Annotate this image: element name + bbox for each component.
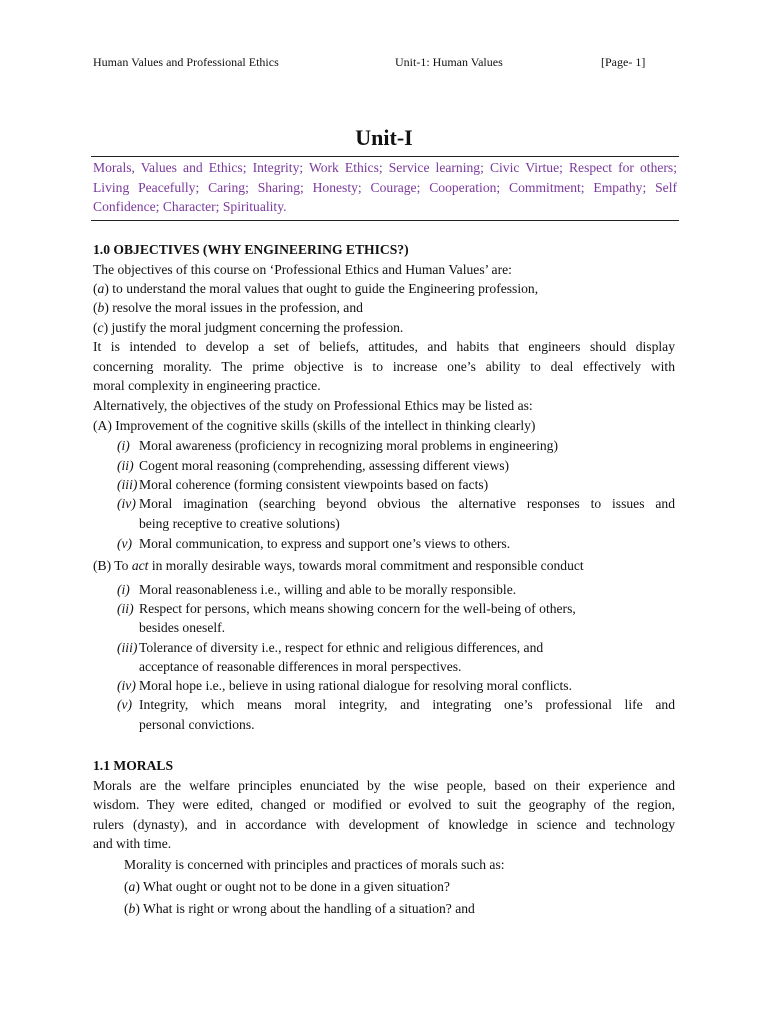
paragraph-line: wisdom. They were edited, changed or modified or evolved to suit the geography of the region, (93, 797, 675, 812)
list-item: Respect for persons, which means showing concern for the well-being of others, (139, 601, 576, 616)
running-header-page: [Page- 1] (601, 55, 646, 69)
morality-concern: Morality is concerned with principles and practices of morals such as: (124, 857, 505, 872)
label-prefix: (B) To (93, 558, 132, 573)
objective-item-c: (c) justify the moral judgment concerning the profession. (93, 320, 404, 335)
item-number: (i) (117, 582, 130, 597)
item-number: (ii) (117, 458, 134, 473)
objective-item-b: (b) resolve the moral issues in the profession, and (93, 300, 363, 315)
alt-intro: Alternatively, the objectives of the study on Professional Ethics may be listed as: (93, 398, 533, 413)
objectives-heading: 1.0 OBJECTIVES (WHY ENGINEERING ETHICS?) (93, 242, 409, 257)
paragraph-line: and with time. (93, 836, 172, 851)
list-item: Cogent moral reasoning (comprehending, assessing different views) (139, 458, 510, 473)
item-text: What ought or ought not to be done in a given situation? (139, 879, 450, 894)
objective-item-a: (a) to understand the moral values that ought to guide the Engineering profession, (93, 281, 539, 296)
list-item: Moral communication, to express and support one’s views to others. (139, 536, 511, 551)
morals-item-a: (a) What ought or ought not to be done in a given situation? (124, 879, 450, 894)
item-number: (ii) (117, 601, 134, 616)
list-item: Tolerance of diversity i.e., respect for ethnic and religious differences, and (139, 640, 544, 655)
label-suffix: in morally desirable ways, towards moral commitment and responsible conduct (148, 558, 584, 573)
running-header-title: Human Values and Professional Ethics (93, 55, 279, 69)
item-marker: b (128, 901, 136, 916)
group-a-label: (A) Improvement of the cognitive skills (skills of the intellect in thinking clearly) (93, 418, 536, 433)
paragraph-line: moral complexity in engineering practice. (93, 378, 321, 393)
list-item: Moral reasonableness i.e., willing and able to be morally responsible. (139, 582, 517, 597)
item-marker: b (97, 300, 105, 315)
item-text: What is right or wrong about the handling of a situation? and (139, 901, 475, 916)
paragraph-line: Morals are the welfare principles enunciated by the wise people, based on their experience and (93, 778, 675, 793)
list-item: Moral imagination (searching beyond obvious the alternative responses to issues and (139, 496, 675, 511)
item-text: to understand the moral values that ought to guide the Engineering profession, (108, 281, 539, 296)
list-item: Moral hope i.e., believe in using rational dialogue for resolving moral conflicts. (139, 678, 572, 693)
paragraph-line: rulers (dynasty), and in accordance with development of knowledge in science and technology (93, 817, 675, 832)
item-number: (iv) (117, 678, 136, 693)
list-item-continued: personal convictions. (139, 717, 255, 732)
item-marker: a (128, 879, 136, 894)
item-number: (v) (117, 536, 133, 551)
group-b-label (93, 556, 584, 576)
list-item: Moral coherence (forming consistent viewpoints based on facts) (139, 477, 489, 492)
item-number: (iv) (117, 496, 136, 511)
item-number: (v) (117, 697, 133, 712)
item-text: resolve the moral issues in the profession, and (108, 300, 363, 315)
unit-title: Unit-I (355, 125, 413, 150)
list-item-continued: acceptance of reasonable differences in moral perspectives. (139, 659, 462, 674)
item-number: (iii) (117, 640, 138, 655)
item-number: (i) (117, 438, 130, 453)
item-marker: a (97, 281, 105, 296)
item-marker: c (97, 320, 104, 335)
list-item-continued: besides oneself. (139, 620, 226, 635)
item-number: (iii) (117, 477, 138, 492)
item-text: justify the moral judgment concerning the profession. (108, 320, 404, 335)
paragraph-line: It is intended to develop a set of beliefs, attitudes, and habits that engineers should display (93, 339, 675, 354)
list-item: Moral awareness (proficiency in recognizing moral problems in engineering) (139, 438, 558, 453)
list-item-continued: being receptive to creative solutions) (139, 516, 340, 531)
label-emphasis: act (131, 558, 149, 573)
list-item: Integrity, which means moral integrity, and integrating one’s professional life and (139, 697, 675, 712)
running-header-unit: Unit-1: Human Values (395, 55, 503, 69)
objectives-intro: The objectives of this course on ‘Professional Ethics and Human Values’ are: (93, 262, 512, 277)
morals-heading: 1.1 MORALS (93, 758, 174, 773)
paragraph-line: concerning morality. The prime objective is to increase one’s ability to deal effectively with (93, 359, 675, 374)
morals-item-b: (b) What is right or wrong about the handling of a situation? and (124, 901, 475, 916)
topics-box: Morals, Values and Ethics; Integrity; Work Ethics; Service learning; Civic Virtue; Respect for others; Living Peacefully; Caring; Sharing; Honesty; Courage; Cooperation; Commitment; Empathy; Self Confidence; Character; Spirituality. (91, 156, 679, 221)
